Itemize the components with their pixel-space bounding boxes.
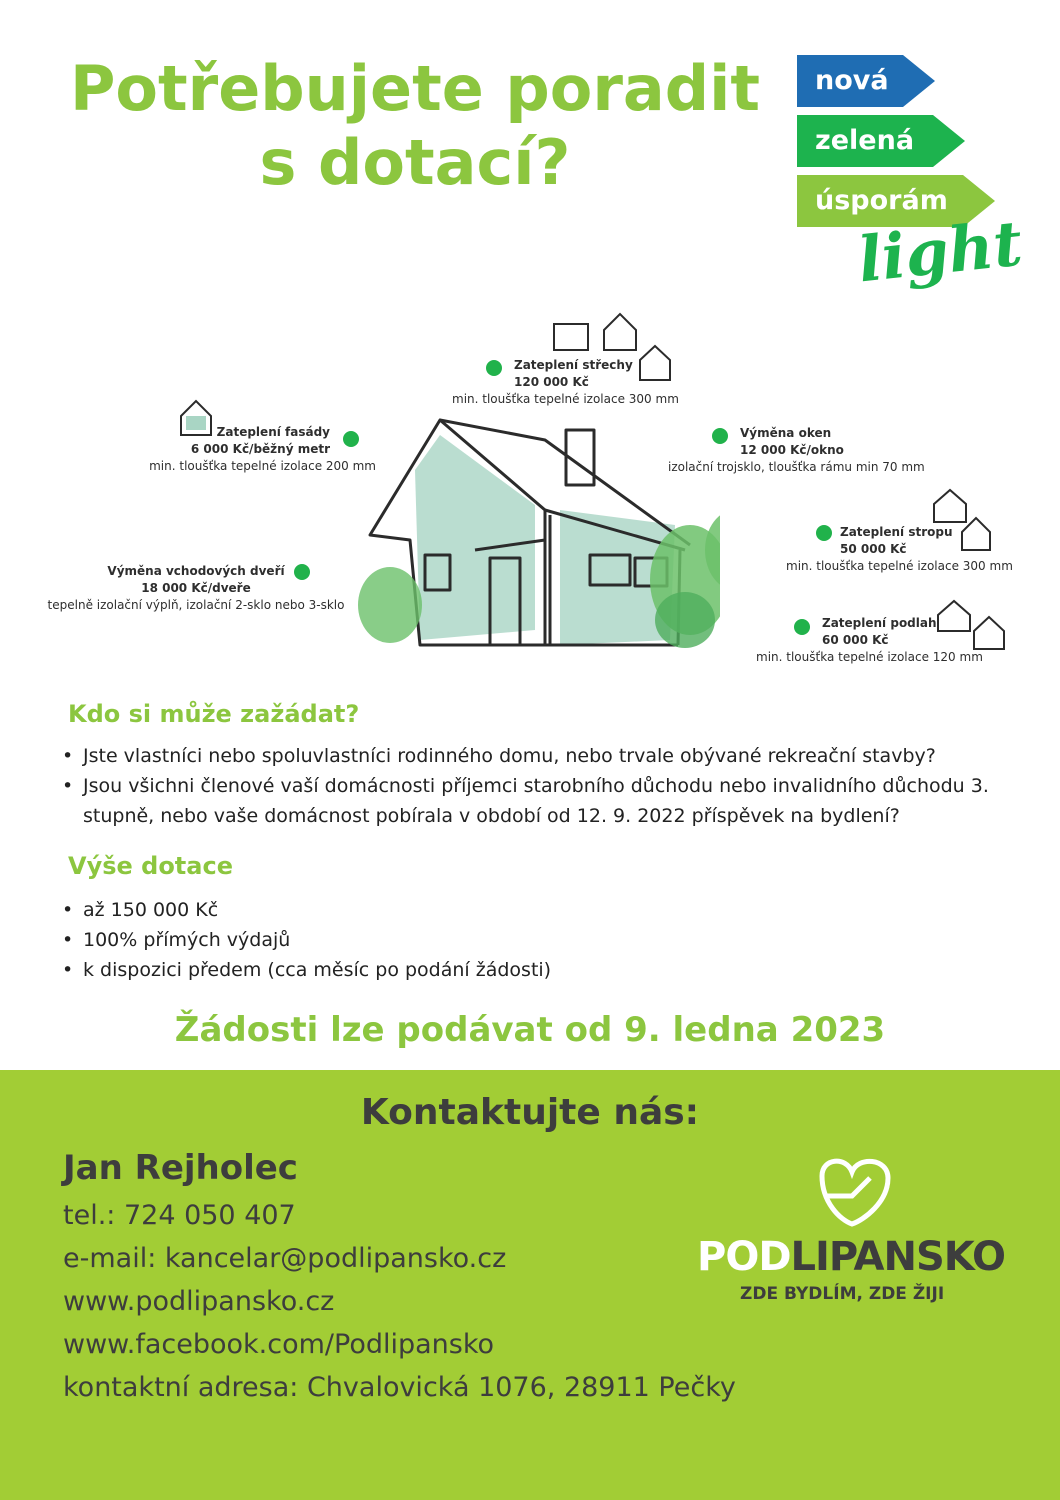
contact-phone: tel.: 724 050 407	[63, 1200, 296, 1231]
house-drawing	[340, 300, 720, 670]
contact-facebook[interactable]: www.facebook.com/Podlipansko	[63, 1329, 495, 1360]
logo-word-usporam: úsporám	[815, 185, 948, 216]
list-item: • Jste vlastníci nebo spoluvlastníci rodinného domu, nebo trvale obývané rekreační stavby?	[62, 741, 1022, 771]
floor-label: Zateplení podlah 60 000 Kč min. tloušťka tepelné izolace 120 mm	[756, 616, 983, 664]
list-item: • až 150 000 Kč	[62, 895, 962, 925]
application-deadline: Žádosti lze podávat od 9. ledna 2023	[174, 1010, 886, 1050]
page-title	[60, 52, 770, 200]
brand-tagline: ZDE BYDLÍM, ZDE ŽIJI	[740, 1284, 945, 1304]
logo-word-zelena: zelená	[815, 125, 915, 156]
who-list	[62, 741, 1022, 831]
amount-heading: Výše dotace	[68, 852, 233, 880]
title-line-1: Potřebujete poradit	[69, 52, 761, 125]
amount-list	[62, 895, 962, 985]
logo-word-light: light	[854, 206, 1026, 297]
contact-heading: Kontaktujte nás:	[360, 1092, 700, 1133]
leaf-logo-icon	[812, 1150, 896, 1230]
list-item: • 100% přímých výdajů	[62, 925, 962, 955]
roof-label: Zateplení střechy 120 000 Kč min. tloušťka tepelné izolace 300 mm	[452, 358, 679, 406]
contact-email[interactable]: e-mail: kancelar@podlipansko.cz	[63, 1243, 507, 1274]
facade-label: Zateplení fasády 6 000 Kč/běžný metr min. tloušťka tepelné izolace 200 mm	[149, 425, 376, 473]
doors-label: Výměna vchodových dveří 18 000 Kč/dveře tepelně izolační výplň, izolační 2-sklo nebo 3-sklo	[47, 564, 345, 612]
contact-address: kontaktní adresa: Chvalovická 1076, 28911 Pečky	[63, 1372, 736, 1403]
title-line-2: s dotací?	[259, 126, 571, 199]
logo-word-nova: nová	[815, 65, 889, 96]
ceiling-label: Zateplení stropu 50 000 Kč min. tloušťka tepelné izolace 300 mm	[786, 525, 1013, 573]
who-heading: Kdo si může zažádat?	[68, 700, 360, 728]
list-item: • k dispozici předem (cca měsíc po podání žádosti)	[62, 955, 962, 985]
contact-name: Jan Rejholec	[63, 1148, 298, 1188]
list-item: • Jsou všichni členové vaší domácnosti příjemci starobního důchodu nebo invalidního důchodu 3. stupně, nebo vaše domácnost pobírala v období od 12. 9. 2022 příspěvek na bydlení?	[62, 771, 1022, 831]
brand-name: PODLIPANSKO	[697, 1234, 1005, 1280]
windows-label: Výměna oken 12 000 Kč/okno izolační trojsklo, tloušťka rámu min 70 mm	[668, 426, 925, 474]
contact-website[interactable]: www.podlipansko.cz	[63, 1286, 335, 1317]
